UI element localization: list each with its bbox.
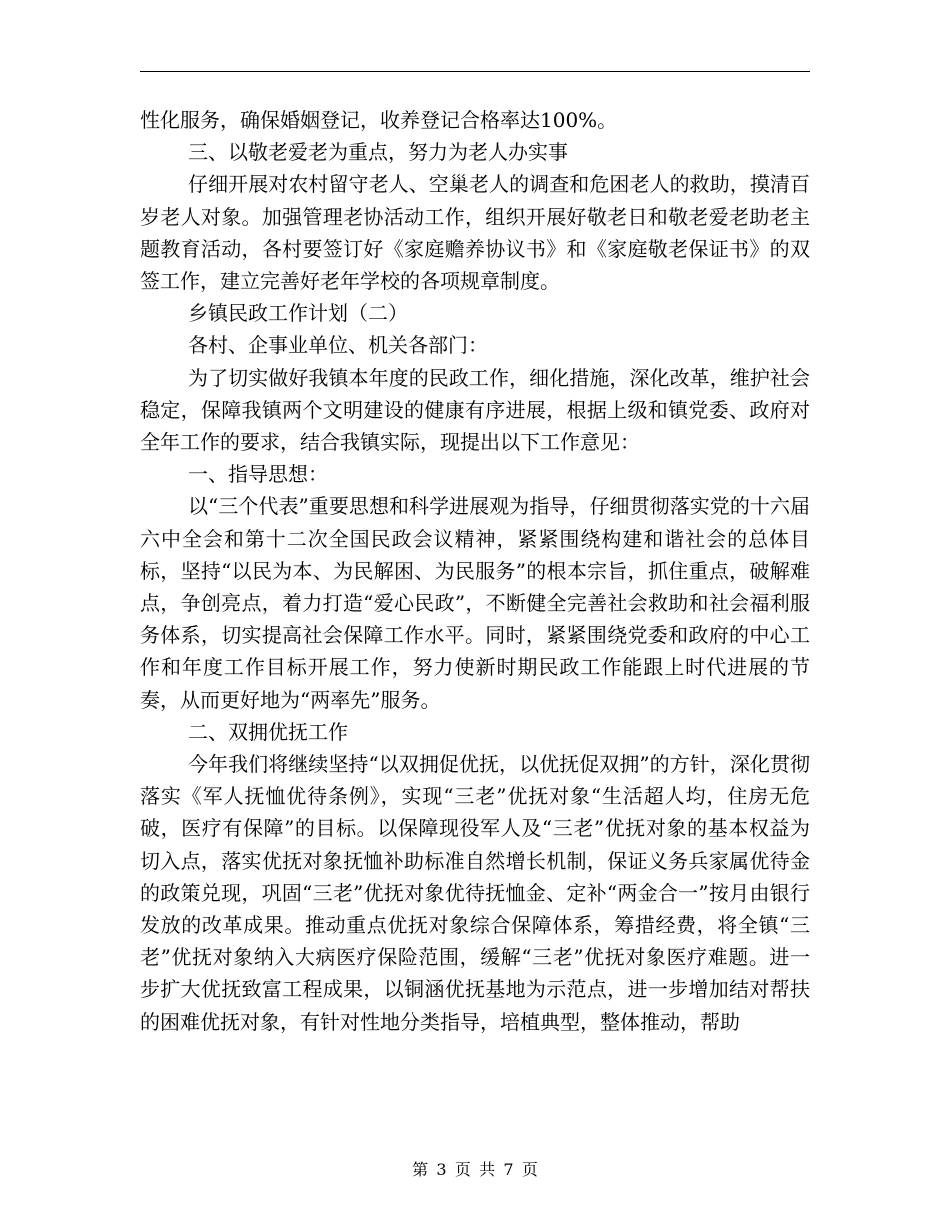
document-body <box>140 104 810 1038</box>
paragraph-1: 性化服务，确保婚姻登记，收养登记合格率达100%。 <box>140 108 618 132</box>
paragraph-care: 今年我们将继续坚持“以双拥促优抚，以优抚促双拥”的方针，深化贯彻落实《军人抚恤优待条例》，实现“三老”优抚对象“生活超人均，住房无危破，医疗有保障”的目标。以保障现役军人及“三老”优抚对象的基本权益为切入点，落实优抚对象抚恤补助标准自然增长机制，保证义务兵家属优待金的政策兑现，巩固“三老”优抚对象优待抚恤金、定补“两金合一”按月由银行发放的改革成果。推动重点优抚对象综合保障体系，筹措经费，将全镇“三老”优抚对象纳入大病医疗保险范围，缓解“三老”优抚对象医疗难题。进一步扩大优抚致富工程成果，以铜涵优抚基地为示范点，进一步增加结对帮扶的困难优抚对象，有针对性地分类指导，培植典型，整体推动，帮助 <box>140 752 810 1034</box>
section-heading-1: 一、指导思想： <box>188 462 328 487</box>
section-heading-3: 三、以敬老爱老为重点，努力为老人办实事 <box>188 140 568 165</box>
salutation: 各村、企事业单位、机关各部门： <box>188 333 488 358</box>
document-title-2: 乡镇民政工作计划（二） <box>188 301 408 326</box>
paragraph-guiding: 以“三个代表”重要思想和科学进展观为指导，仔细贯彻落实党的十六届六中全会和第十二次全国民政会议精神，紧紧围绕构建和谐社会的总体目标，坚持“以民为本、为民解困、为民服务”的根本宗旨，抓住重点，破解难点，争创亮点，着力打造“爱心民政”，不断健全完善社会救助和社会福利服务体系，切实提高社会保障工作水平。同时，紧紧围绕党委和政府的中心工作和年度工作目标开展工作，努力使新时期民政工作能跟上时代进展的节奏，从而更好地为“两率先”服务。 <box>140 494 810 712</box>
paragraph-intro: 为了切实做好我镇本年度的民政工作，细化措施，深化改革，维护社会稳定，保障我镇两个文明建设的健康有序进展，根据上级和镇党委、政府对全年工作的要求，结合我镇实际，现提出以下工作意见： <box>140 365 810 455</box>
paragraph-3: 仔细开展对农村留守老人、空巢老人的调查和危困老人的救助，摸清百岁老人对象。加强管理老协活动工作，组织开展好敬老日和敬老爱老助老主题教育活动，各村要签订好《家庭赡养协议书》和《家庭敬老保证书》的双签工作，建立完善好老年学校的各项规章制度。 <box>140 172 810 294</box>
header-rule <box>140 71 810 72</box>
section-heading-2: 二、双拥优抚工作 <box>188 719 348 744</box>
page-number: 第 3 页 共 7 页 <box>412 1160 538 1179</box>
